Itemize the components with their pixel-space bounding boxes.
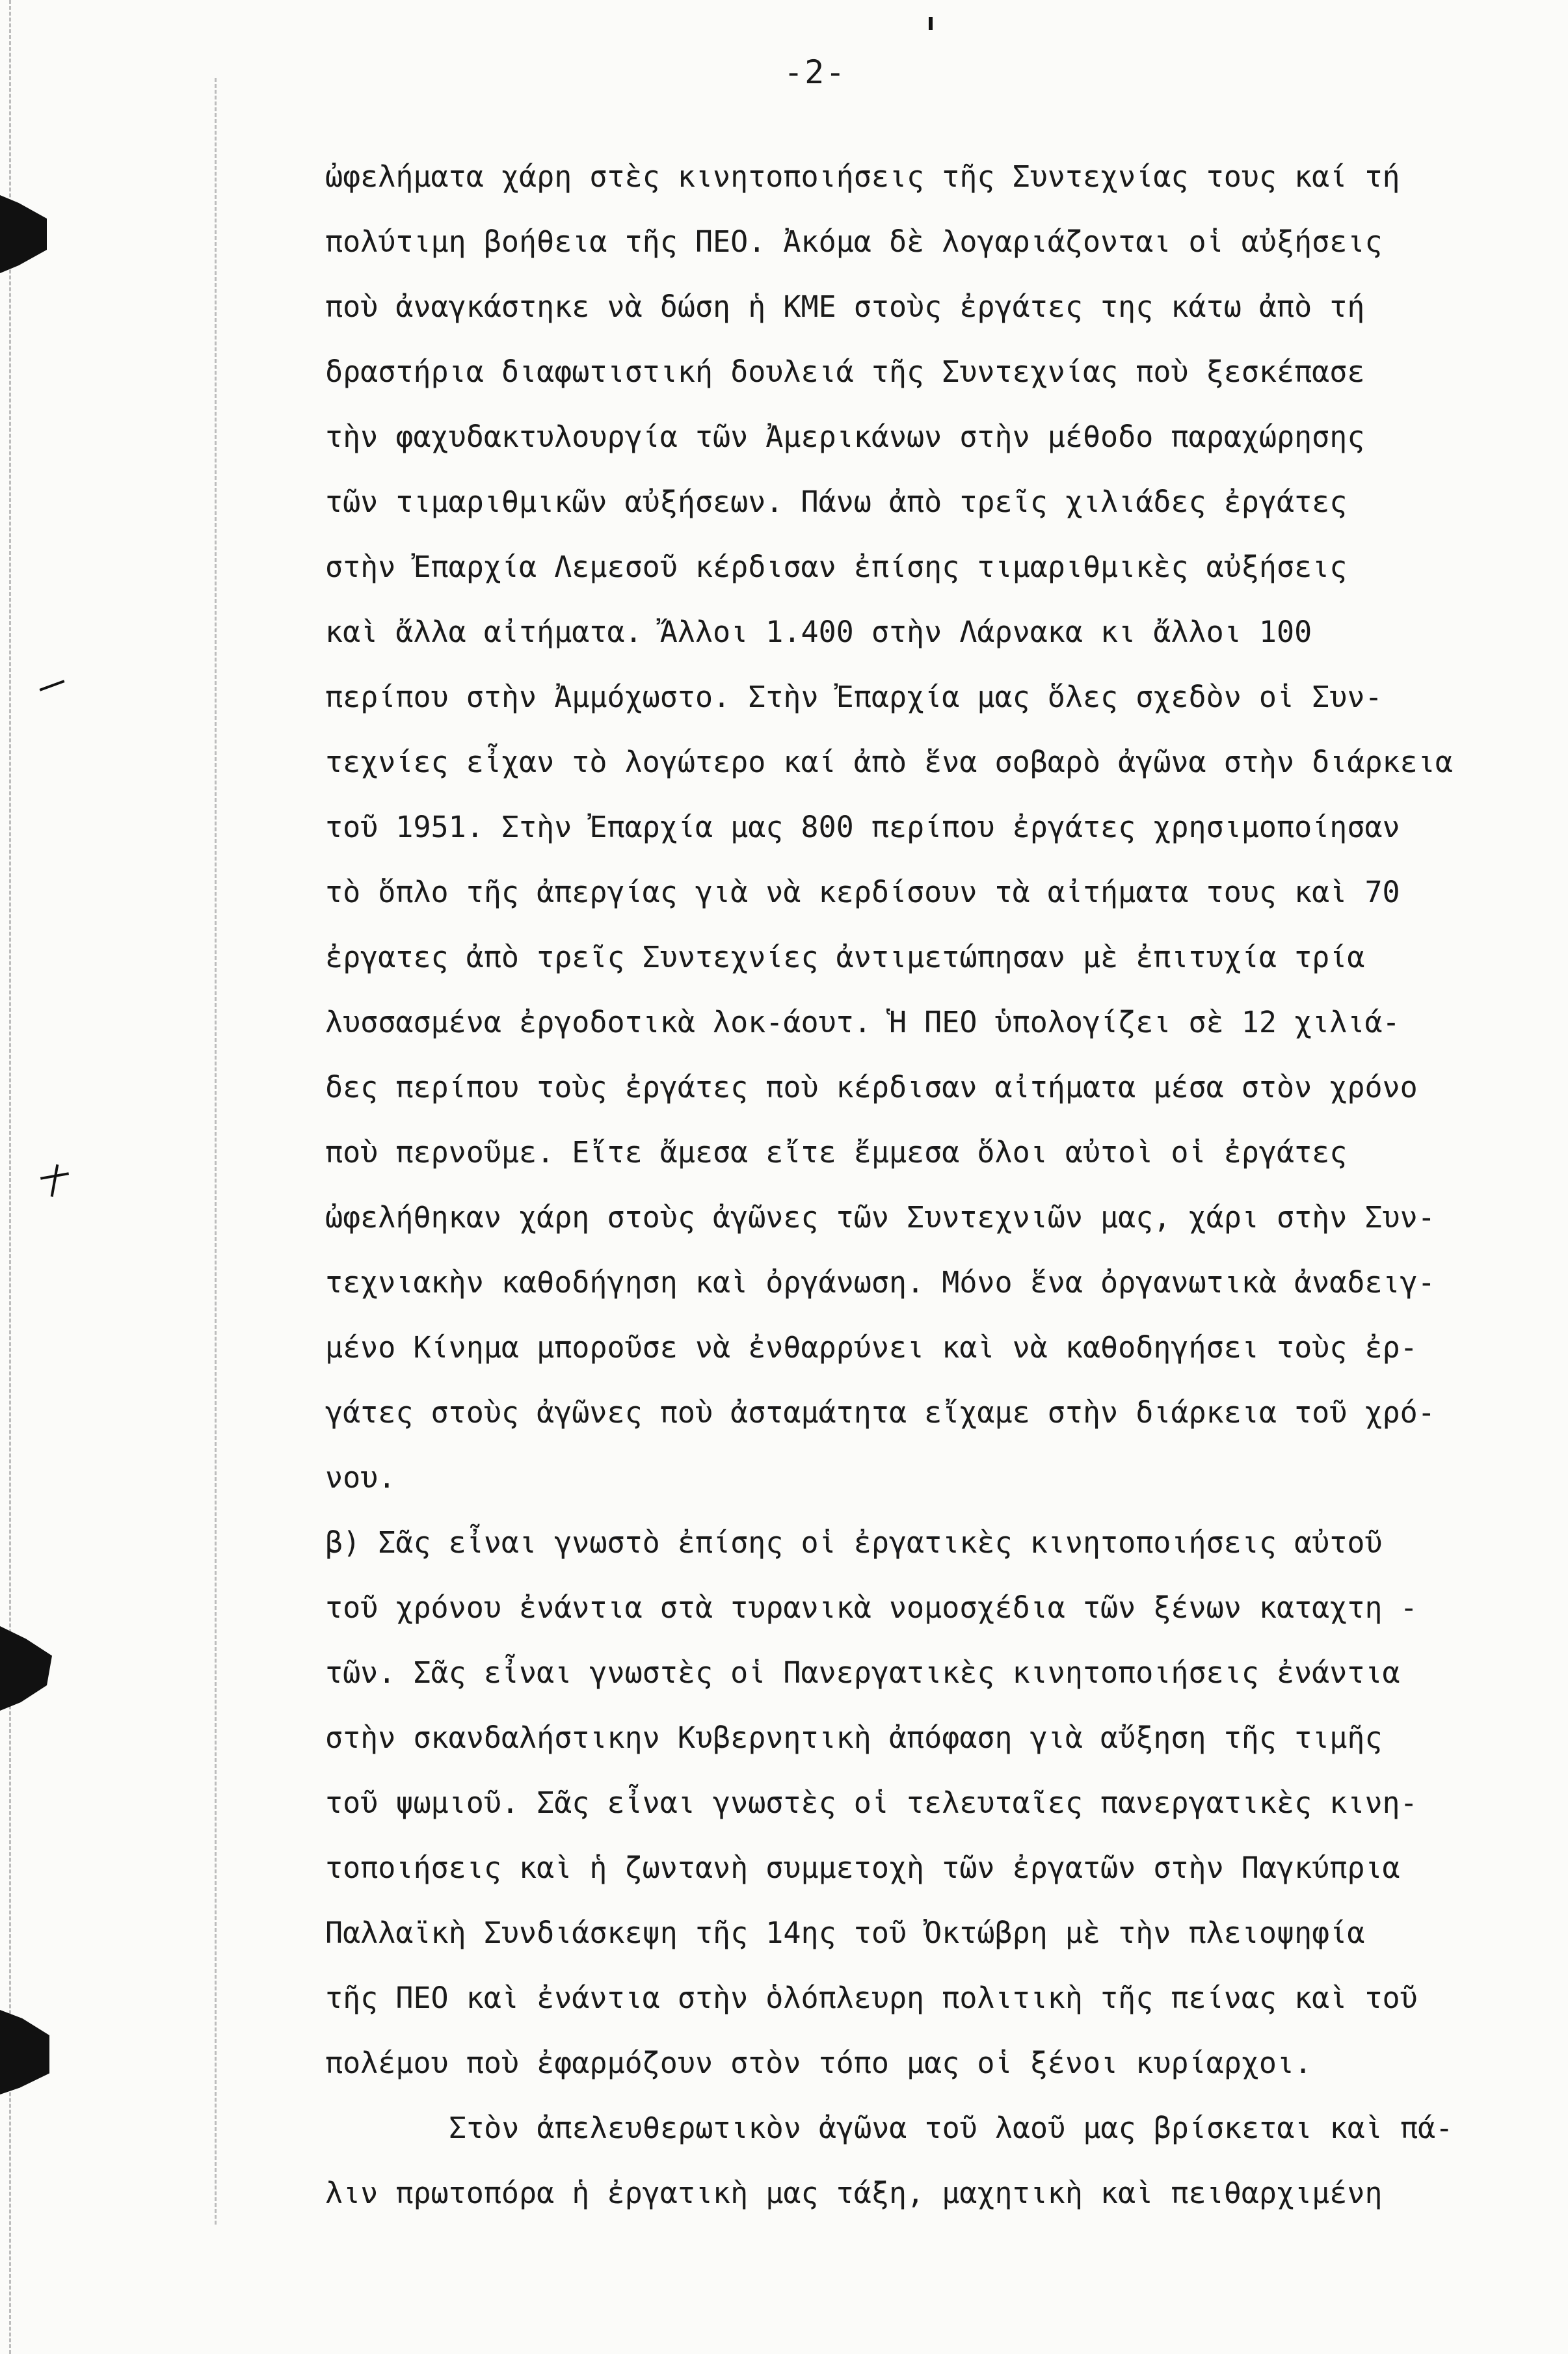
punch-hole-mark-bottom	[0, 2010, 49, 2094]
text-line: γάτες στοὺς ἀγῶνες ποὺ ἀσταμάτητα εἴχαμε στὴν διάρκεια τοῦ χρό-	[325, 1395, 1435, 1430]
text-line: στὴν σκανδαλήστικην Κυβερνητικὴ ἀπόφαση γιὰ αὔξηση τῆς τιμῆς	[325, 1720, 1383, 1755]
text-line: τοῦ χρόνου ἐνάντια στὰ τυρανικὰ νομοσχέδια τῶν ξένων καταχτη -	[325, 1590, 1418, 1625]
text-line: τοῦ ψωμιοῦ. Σᾶς εἶναι γνωστὲς οἱ τελευταῖες πανεργατικὲς κινη-	[325, 1786, 1418, 1820]
text-line: τῶν τιμαριθμικῶν αὐξήσεων. Πάνω ἀπὸ τρεῖς χιλιάδες ἐργάτες	[325, 485, 1348, 519]
text-line: δες περίπου τοὺς ἐργάτες ποὺ κέρδισαν αἰτήματα μέσα στὸν χρόνο	[325, 1070, 1418, 1104]
text-line: ὠφελήματα χάρη στὲς κινητοποιήσεις τῆς Συντεχνίας τους καί τή	[325, 159, 1400, 194]
punch-hole-mark-middle	[0, 1626, 52, 1711]
typed-body-text	[325, 144, 1548, 2226]
text-line: ἐργατες ἀπὸ τρεῖς Συντεχνίες ἀντιμετώπησαν μὲ ἐπιτυχία τρία	[325, 940, 1365, 974]
text-line: καὶ ἄλλα αἰτήματα. Ἄλλοι 1.400 στὴν Λάρνακα κι ἄλλοι 100	[325, 615, 1312, 649]
text-line: τοποιήσεις καὶ ἡ ζωντανὴ συμμετοχὴ τῶν ἐργατῶν στὴν Παγκύπρια	[325, 1851, 1400, 1885]
text-line: ποὺ περνοῦμε. Εἴτε ἄμεσα εἴτε ἔμμεσα ὅλοι αὐτοὶ οἱ ἐργάτες	[325, 1135, 1348, 1170]
text-line: ὠφελήθηκαν χάρη στοὺς ἀγῶνες τῶν Συντεχνιῶν μας, χάρι στὴν Συν-	[325, 1200, 1435, 1235]
text-line: λυσσασμένα ἐργοδοτικὰ λοκ-άουτ. Ἡ ΠΕΟ ὑπολογίζει σὲ 12 χιλιά-	[325, 1005, 1400, 1039]
text-line: πολύτιμη βοήθεια τῆς ΠΕΟ. Ἀκόμα δὲ λογαριάζονται οἱ αὐξήσεις	[325, 224, 1383, 259]
scan-margin-line-left	[9, 0, 11, 2354]
text-line: τὴν φαχυδακτυλουργία τῶν Ἀμερικάνων στὴν μέθοδο παραχώρησης	[325, 420, 1365, 454]
scan-margin-line-inner	[215, 78, 217, 2225]
text-line: τοῦ 1951. Στὴν Ἐπαρχία μας 800 περίπου ἐργάτες χρησιμοποίησαν	[325, 810, 1400, 844]
text-line: ποὺ ἀναγκάστηκε νὰ δώση ἡ ΚΜΕ στοὺς ἐργάτες της κάτω ἀπὸ τή	[325, 289, 1365, 324]
text-line: δραστήρια διαφωτιστική δουλειά τῆς Συντεχνίας ποὺ ξεσκέπασε	[325, 354, 1365, 389]
text-line: Στὸν ἀπελευθερωτικὸν ἀγῶνα τοῦ λαοῦ μας βρίσκεται καὶ πά-	[449, 2111, 1454, 2145]
margin-cross-mark-stem	[51, 1164, 59, 1197]
text-line: πολέμου ποὺ ἐφαρμόζουν στὸν τόπο μας οἱ ξένοι κυρίαρχοι.	[325, 2046, 1312, 2080]
text-line: τεχνιακὴν καθοδήγηση καὶ ὀργάνωση. Μόνο ἕνα ὀργανωτικὰ ἀναδειγ-	[325, 1265, 1435, 1300]
text-line: μένο Κίνημα μποροῦσε νὰ ἐνθαρρύνει καὶ νὰ καθοδηγήσει τοὺς ἐρ-	[325, 1330, 1418, 1365]
text-line: περίπου στὴν Ἀμμόχωστο. Στὴν Ἐπαρχία μας ὅλες σχεδὸν οἱ Συν-	[325, 680, 1383, 714]
text-line: τὸ ὅπλο τῆς ἀπεργίας γιὰ νὰ κερδίσουν τὰ αἰτήματα τους καὶ 70	[325, 875, 1400, 909]
text-line: Παλλαϊκὴ Συνδιάσκεψη τῆς 14ης τοῦ Ὀκτώβρη μὲ τὴν πλειοψηφία	[325, 1916, 1365, 1950]
margin-tick-mark	[40, 680, 65, 691]
punch-hole-mark-top	[0, 195, 47, 273]
text-line: β) Σᾶς εἶναι γνωστὸ ἐπίσης οἱ ἐργατικὲς κινητοποιήσεις αὐτοῦ	[325, 1525, 1383, 1560]
text-line: νου.	[325, 1460, 396, 1495]
text-line: λιν πρωτοπόρα ἡ ἐργατικὴ μας τάξη, μαχητικὴ καὶ πειθαρχιμένη	[325, 2176, 1383, 2210]
top-speck	[929, 17, 933, 30]
text-line: στὴν Ἐπαρχία Λεμεσοῦ κέρδισαν ἐπίσης τιμαριθμικὲς αὐξήσεις	[325, 550, 1348, 584]
text-line: τῶν. Σᾶς εἶναι γνωστὲς οἱ Πανεργατικὲς κινητοποιήσεις ἐνάντια	[325, 1655, 1400, 1690]
text-line: τεχνίες εἶχαν τὸ λογώτερο καί ἀπὸ ἕνα σοβαρὸ ἀγῶνα στὴν διάρκεια	[325, 745, 1453, 779]
page-number: -2-	[784, 53, 847, 91]
text-line: τῆς ΠΕΟ καὶ ἐνάντια στὴν ὁλόπλευρη πολιτικὴ τῆς πείνας καὶ τοῦ	[325, 1981, 1418, 2015]
